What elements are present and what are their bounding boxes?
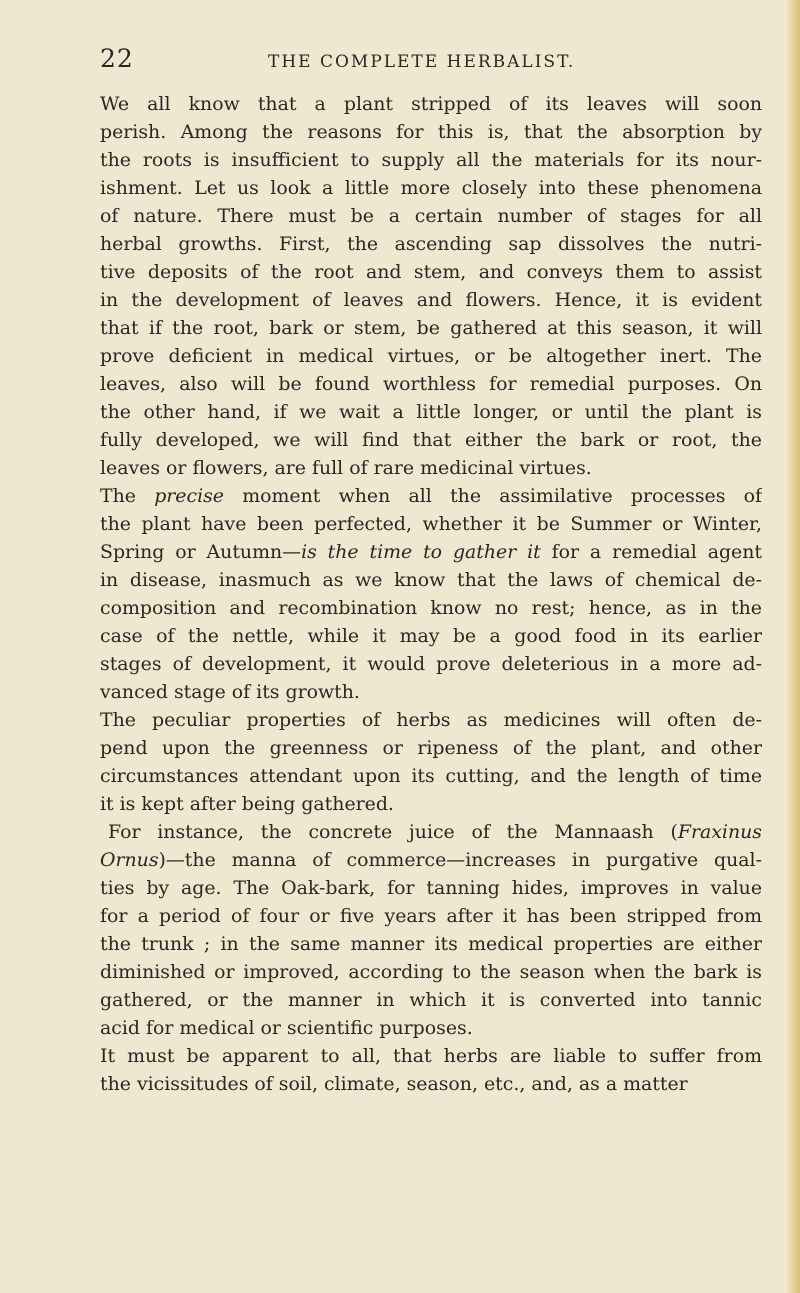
text-line: the other hand, if we wait a little longer, or until the plant is — [100, 401, 762, 423]
text-line: the vicissitudes of soil, climate, season, etc., and, as a matter — [100, 1073, 688, 1095]
text-line — [100, 846, 762, 874]
text-line: in disease, inasmuch as we know that the laws of chemical de- — [100, 569, 762, 591]
text-segment: moment when all the assimilative processes of — [224, 485, 762, 507]
running-head: THE COMPLETE HERBALIST. — [268, 52, 576, 72]
italic-text: precise — [154, 485, 224, 507]
text-line: it is kept after being gathered. — [100, 793, 394, 815]
text-line: gathered, or the manner in which it is converted into tannic — [100, 989, 762, 1011]
text-line — [100, 818, 762, 846]
text-line: diminished or improved, according to the season when the bark is — [100, 961, 762, 983]
text-line — [100, 482, 762, 510]
text-line: for a period of four or five years after it has been stripped from — [100, 905, 762, 927]
text-line: in the development of leaves and flowers. Hence, it is evident — [100, 289, 762, 311]
text-line: prove deficient in medical virtues, or be altogether inert. The — [100, 345, 762, 367]
text-line: that if the root, bark or stem, be gathered at this season, it will — [100, 317, 762, 339]
text-line: of nature. There must be a certain number of stages for all — [100, 205, 762, 227]
text-segment: Spring or Autumn— — [100, 541, 302, 563]
text-line: acid for medical or scientific purposes. — [100, 1017, 473, 1039]
text-line: ties by age. The Oak-bark, for tanning hides, improves in value — [100, 877, 762, 899]
text-line: leaves or flowers, are full of rare medicinal virtues. — [100, 457, 592, 479]
text-line: We all know that a plant stripped of its leaves will soon — [100, 93, 762, 115]
text-line: pend upon the greenness or ripeness of the plant, and other — [100, 737, 762, 759]
text-line: fully developed, we will find that either the bark or root, the — [100, 429, 762, 451]
text-line: the trunk ; in the same manner its medical properties are either — [100, 933, 762, 955]
text-line: stages of development, it would prove deleterious in a more ad- — [100, 653, 762, 675]
text-line: tive deposits of the root and stem, and conveys them to assist — [100, 261, 762, 283]
page-header — [100, 44, 750, 74]
text-line: leaves, also will be found worthless for remedial purposes. On — [100, 373, 762, 395]
text-segment: )—the manna of commerce—increases in purgative qual- — [158, 849, 762, 871]
text-line: composition and recombination know no rest; hence, as in the — [100, 597, 762, 619]
text-line — [100, 538, 762, 566]
text-line: the plant have been perfected, whether it be Summer or Winter, — [100, 513, 762, 535]
text-line: perish. Among the reasons for this is, that the absorption by — [100, 121, 762, 143]
italic-text: Ornus — [100, 849, 159, 871]
text-segment: The — [100, 485, 155, 507]
text-line: ishment. Let us look a little more closely into these phenomena — [100, 177, 762, 199]
italic-text: Fraxinus — [677, 821, 762, 843]
text-line: The peculiar properties of herbs as medicines will often de- — [100, 709, 762, 731]
page-number: 22 — [100, 44, 134, 73]
text-line: herbal growths. First, the ascending sap dissolves the nutri- — [100, 233, 762, 255]
text-line: circumstances attendant upon its cutting, and the length of time — [100, 765, 762, 787]
text-segment: for a remedial agent — [540, 541, 762, 563]
text-line: It must be apparent to all, that herbs are liable to suffer from — [100, 1045, 762, 1067]
text-line: the roots is insufficient to supply all the materials for its nour- — [100, 149, 762, 171]
text-segment: For instance, the concrete juice of the Mannaash ( — [108, 821, 678, 843]
text-line: case of the nettle, while it may be a good food in its earlier — [100, 625, 762, 647]
text-line: vanced stage of its growth. — [100, 681, 360, 703]
page-edge — [786, 0, 800, 1293]
italic-text: is the time to gather it — [301, 541, 541, 563]
body-text — [100, 90, 762, 1098]
